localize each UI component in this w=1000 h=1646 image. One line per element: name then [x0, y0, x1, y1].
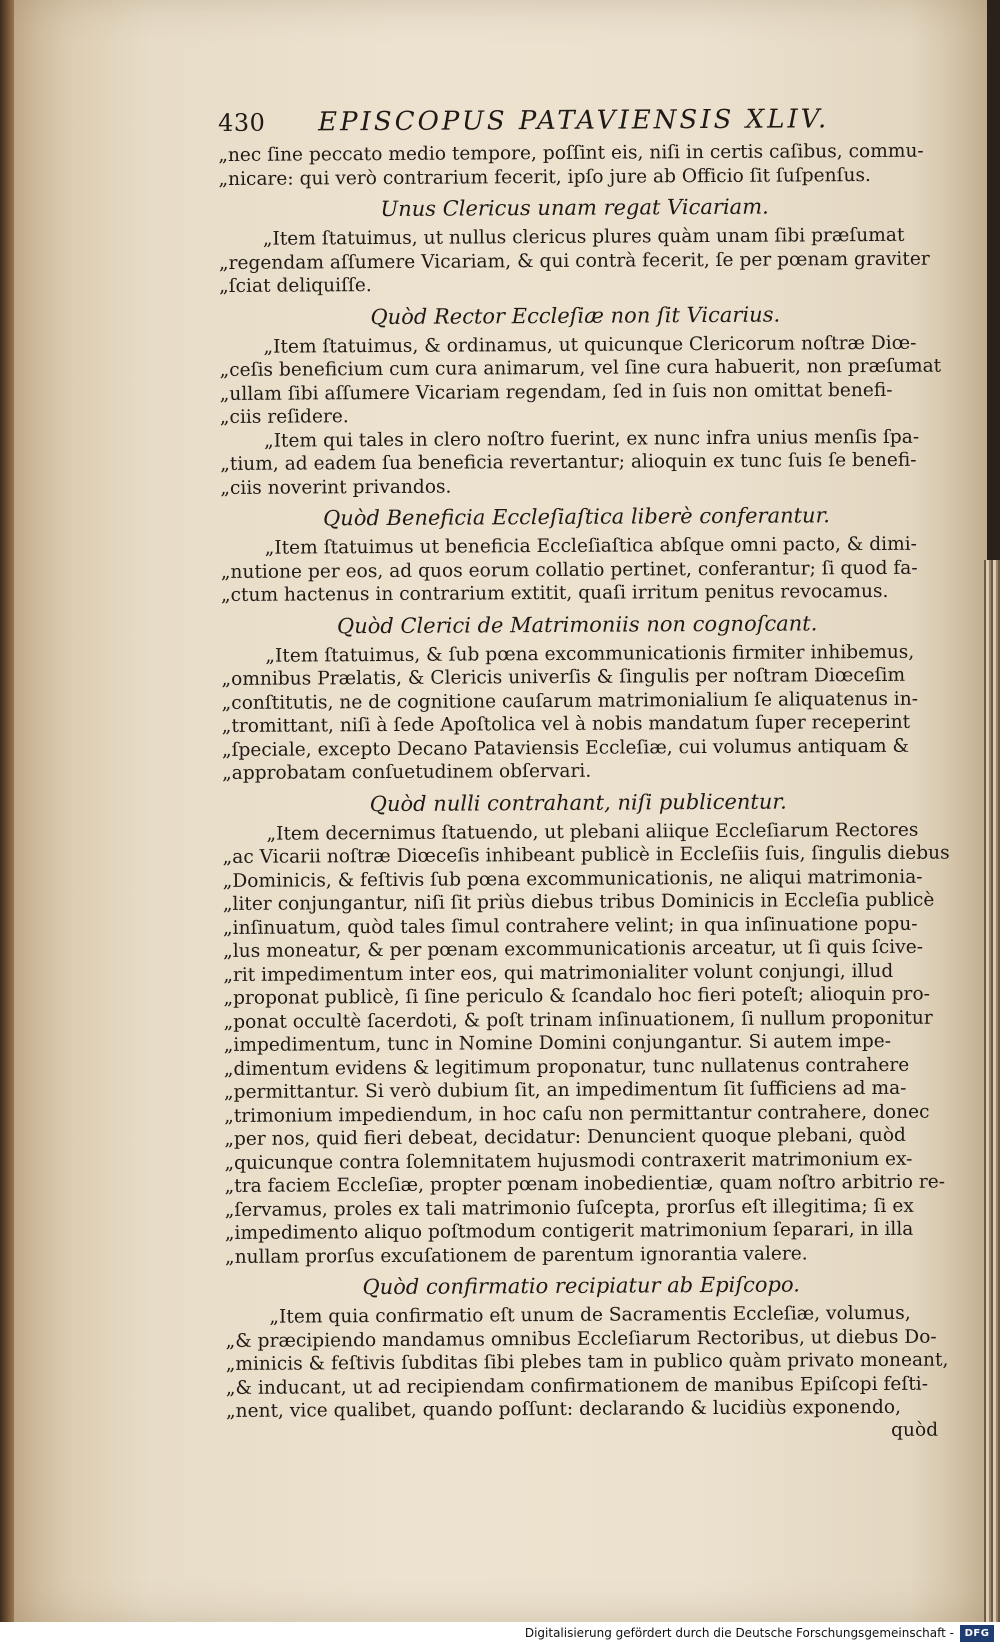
running-head: EPISCOPUS PATAVIENSIS XLIV.	[317, 104, 830, 138]
text-line: „ullam ſibi aſſumere Vicariam regendam, ſed in ſuis non omittat benefi-	[219, 379, 893, 405]
text-line: „nec ſine peccato medio tempore, poſſint eis, niſi in certis caſibus, commu-	[218, 140, 924, 166]
section-heading: Quòd nulli contrahant, niſi publicentur.	[369, 789, 787, 816]
text-line: „ac Vicarii noſtræ Diœceſis inhibeant publicè in Eccleſiis ſuis, ſingulis diebus	[222, 842, 950, 868]
text-line: „& inducant, ut ad recipiendam confirmationem de manibus Epiſcopi feſti-	[225, 1373, 929, 1399]
text-line: „nutione per eos, ad quos eorum collatio pertinet, conferantur; ſi quod fa-	[220, 557, 918, 583]
catchword: quòd	[891, 1419, 939, 1441]
text-line: „dimentum evidens & legitimum proponatur, tunc nullatenus contrahere	[223, 1054, 910, 1080]
text-line: „liter conjungantur, niſi ſit priùs diebus tribus Dominicis in Eccleſia publicè	[222, 889, 935, 915]
page-edge-shadow	[987, 0, 1000, 560]
dfg-logo: DFG	[960, 1625, 994, 1642]
text-line: „ciis reſidere.	[219, 406, 349, 428]
text-line: „ceſis beneficium cum cura animarum, vel ſine cura habuerit, non præſumat	[219, 355, 942, 381]
section-heading: Quòd Clerici de Matrimoniis non cognoſcant.	[336, 610, 818, 638]
text-line: „ctum hactenus in contrarium extitit, quaſi irritum penitus revocamus.	[220, 580, 889, 606]
text-line: „nicare: qui verò contrarium fecerit, ipſo jure ab Officio ſit ſuſpenſus.	[218, 164, 871, 190]
text-line: „ponat occultè ſacerdoti, & poſt trinam inſinuationem, ſi nullum proponitur	[223, 1007, 933, 1033]
text-line: „Item quia confirmatio eſt unum de Sacramentis Eccleſiæ, volumus,	[269, 1302, 911, 1328]
text-line: „Dominicis, & feſtivis ſub pœna excommunicationis, ne aliqui matrimonia-	[222, 866, 923, 892]
page-body	[218, 140, 950, 1424]
text-line: „approbatam conſuetudinem obſervari.	[222, 760, 592, 784]
text-line: „quicunque contra ſolemnitatem hujusmodi contraxerit matrimonium ex-	[224, 1148, 913, 1174]
text-line: „regendam aſſumere Vicariam, & qui contrà fecerit, ſe per pœnam graviter	[218, 248, 930, 274]
text-line: „& præcipiendo mandamus omnibus Eccleſiarum Rectoribus, ut diebus Do-	[225, 1326, 937, 1352]
text-line: „minicis & feſtivis ſubditas ſibi plebes tam in publico quàm privato moneant,	[225, 1349, 949, 1375]
text-line: „Item ſtatuimus, ut nullus clericus plures quàm unam ſibi præſumat	[262, 224, 905, 250]
text-section	[220, 496, 933, 608]
text-line: „impedimentum, tunc in Nomine Domini conjungantur. Si autem impe-	[223, 1030, 892, 1056]
text-section	[225, 1265, 949, 1424]
next-pages-edge	[984, 560, 1000, 1640]
text-line: „Item ſtatuimus, & ordinamus, ut quicunque Clericorum noſtræ Diœ-	[263, 332, 917, 358]
text-line: „ſervamus, proles ex tali matrimonio ſuſcepta, prorſus eſt illegitima; ſi ex	[224, 1195, 914, 1221]
text-line: „rit impedimentum inter eos, qui matrimonialiter volunt conjungi, illud	[223, 960, 894, 986]
digitization-footer	[0, 1622, 1000, 1646]
text-line: „Item decernimus ſtatuendo, ut plebani aliique Eccleſiarum Rectores	[266, 819, 919, 845]
text-line: „permittantur. Si verò dubium ſit, an impedimentum ſit ſufficiens ad ma-	[223, 1077, 907, 1103]
text-line: „proponat publicè, ſi ſine periculo & ſcandalo hoc fieri poteſt; alioquin pro-	[223, 983, 930, 1009]
text-line: „trimonium impediendum, in hoc caſu non permittantur contrahere, donec	[224, 1101, 930, 1127]
text-line: „ſpeciale, excepto Decano Pataviensis Eccleſiæ, cui volumus antiquam &	[221, 735, 910, 761]
footer-credit: Digitalisierung gefördert durch die Deutsche Forschungsgemeinschaft -	[524, 1626, 954, 1640]
text-line: „lus moneatur, & per pœnam excommunicationis arceatur, ut ſi quis ſcive-	[223, 936, 924, 962]
text-section	[218, 140, 930, 191]
section-heading: Quòd Beneficia Eccleſiaſtica liberè conferantur.	[322, 503, 831, 531]
text-line: „ſciat deliquiſſe.	[219, 275, 372, 297]
text-line: „nent, vice qualibet, quando poſſunt: declarando & lucidiùs exponendo,	[225, 1396, 902, 1422]
section-heading: Quòd confirmatio recipiatur ab Epiſcopo.	[362, 1272, 800, 1300]
section-heading: Quòd Rector Eccleſiæ non ſit Vicarius.	[370, 302, 781, 329]
text-line: „Item qui tales in clero noſtro fuerint, ex nunc infra unius menſis ſpa-	[263, 426, 920, 452]
text-line: „tium, ad eadem ſua beneficia revertantur; alioquin ex tunc ſuis ſe benefi-	[220, 449, 917, 475]
text-line: „conſtitutis, ne de cognitione cauſarum matrimonialium ſe aliquatenus in-	[221, 688, 919, 714]
text-line: „nullam prorſus excuſationem de parentum ignorantia valere.	[224, 1242, 808, 1268]
text-section	[219, 294, 942, 500]
text-line: „Item ſtatuimus, & ſub pœna excommunicationis firmiter inhibemus,	[265, 641, 915, 667]
text-section	[221, 603, 934, 785]
text-section	[222, 781, 950, 1269]
text-line: „tra faciem Eccleſiæ, propter pœnam inobedientiæ, quam noſtro arbitrio re-	[224, 1171, 946, 1197]
text-line: „per nos, quid fieri debeat, decidatur: Denuncient quoque plebani, quòd	[224, 1124, 906, 1150]
text-section	[219, 187, 932, 299]
text-line: „ciis noverint privandos.	[220, 476, 452, 499]
text-line: „impedimento aliquo poſtmodum contigerit matrimonium ſeparari, in illa	[224, 1218, 914, 1244]
text-line: „tromittant, niſi à ſede Apoſtolica vel à nobis mandatum ſuper receperint	[221, 711, 911, 737]
page-text	[218, 104, 950, 1446]
text-line: „inſinuatum, quòd tales ſimul contrahere velint; in qua inſinuatione popu-	[222, 913, 918, 939]
page-header	[218, 104, 930, 144]
text-line: „omnibus Prælatis, & Clericis univerſis & ſingulis per noſtram Diœceſim	[221, 664, 906, 690]
page-number: 430	[218, 108, 266, 137]
text-line: „Item ſtatuimus ut beneficia Eccleſiaſtica abſque omni pacto, & dimi-	[264, 533, 917, 559]
section-heading: Unus Clericus unam regat Vicariam.	[380, 194, 769, 222]
